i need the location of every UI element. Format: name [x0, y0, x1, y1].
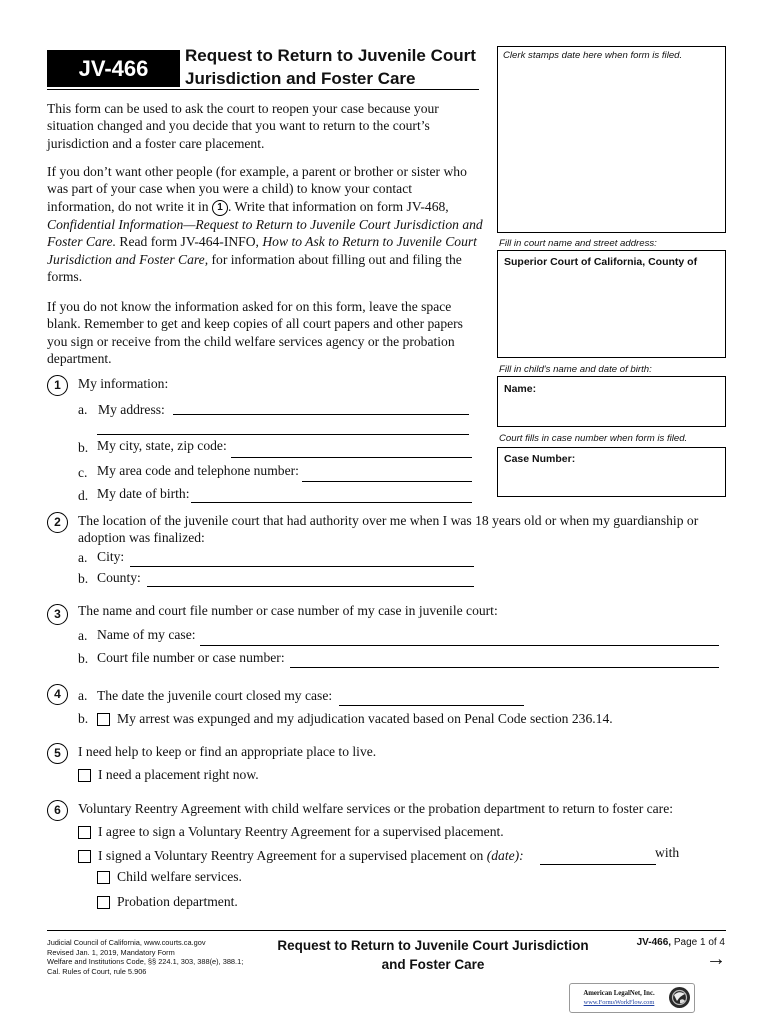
- child-box-label: Fill in child's name and date of birth:: [499, 364, 652, 375]
- item-3a-letter: a.: [78, 628, 88, 643]
- intro-p2-line: was part of your case when you were a child) to know your contact: [47, 181, 413, 197]
- section-5-number: 5: [47, 743, 68, 764]
- form-number: JV-466: [47, 50, 180, 87]
- case-closed-date-label: The date the juvenile court closed my case:: [97, 688, 333, 703]
- item-4a-letter: a.: [78, 688, 88, 703]
- date-of-birth-input[interactable]: [191, 502, 472, 503]
- child-info-box[interactable]: [497, 376, 726, 427]
- footer-title: Request to Return to Juvenile Court Jurisdiction and Foster Care: [277, 938, 589, 972]
- placement-now-label: I need a placement right now.: [98, 767, 259, 782]
- expunged-checkbox[interactable]: [97, 713, 110, 726]
- case-number-label: Case Number:: [504, 453, 576, 465]
- agree-reentry-checkbox[interactable]: [78, 826, 91, 839]
- form-title-line1: Request to Return to Juvenile Court: [185, 46, 476, 65]
- case-number-box[interactable]: [497, 447, 726, 497]
- item-1c-letter: c.: [78, 465, 88, 480]
- court-city-input[interactable]: [130, 566, 474, 567]
- case-name-label: Name of my case:: [97, 627, 196, 642]
- case-closed-date-input[interactable]: [339, 705, 524, 706]
- vendor-logo[interactable]: [569, 983, 695, 1013]
- vendor-logo-url: www.FormsWorkFlow.com: [583, 999, 655, 1006]
- address-label: My address:: [98, 402, 165, 417]
- intro-p1-line: This form can be used to ask the court to reopen your case because your: [47, 101, 439, 116]
- placement-now-checkbox[interactable]: [78, 769, 91, 782]
- court-county-input[interactable]: [147, 586, 474, 587]
- item-2a-letter: a.: [78, 550, 88, 565]
- reentry-with-label: with: [655, 845, 680, 860]
- intro-p3-line: you sign or receive from the child welfare services agency or the probation: [47, 333, 455, 349]
- title-rule: [47, 89, 479, 90]
- form-title: [185, 44, 476, 90]
- page-number: JV-466, Page 1 of 4: [636, 937, 725, 948]
- case-file-number-input[interactable]: [290, 667, 719, 668]
- intro-p2-line: Confidential Information—Request to Return to Juvenile Court Jurisdiction and: [47, 216, 483, 232]
- item-1d-letter: d.: [78, 488, 89, 503]
- intro-p1-line: situation changed and you decide that you want to return to the court’s: [47, 118, 430, 134]
- address-input-line2[interactable]: [97, 434, 469, 435]
- clerk-stamp-box[interactable]: [497, 46, 726, 233]
- intro-p3-line: blank. Remember to get and keep copies of all court papers and other papers: [47, 316, 463, 332]
- signed-reentry-label: I signed a Voluntary Reentry Agreement for a supervised placement on (date):: [98, 848, 524, 863]
- signed-reentry-checkbox[interactable]: [78, 850, 91, 863]
- city-label: City:: [97, 549, 125, 564]
- section-6-title: Voluntary Reentry Agreement with child welfare services or the probation department to return to foster care:: [78, 801, 674, 816]
- court-name-text: Superior Court of California, County of: [504, 256, 698, 268]
- case-name-input[interactable]: [200, 645, 719, 646]
- section-3-number: 3: [47, 604, 68, 625]
- item-1a-letter: a.: [78, 402, 88, 417]
- vendor-logo-name: American LegalNet, Inc.: [583, 990, 655, 997]
- court-name-box[interactable]: [497, 250, 726, 358]
- probation-checkbox[interactable]: [97, 896, 110, 909]
- address-input[interactable]: [173, 414, 469, 415]
- vendor-globe-icon: [668, 986, 691, 1009]
- item-1b-letter: b.: [78, 440, 89, 455]
- section-1-title: My information:: [78, 376, 169, 391]
- section-2-number: 2: [47, 512, 68, 533]
- child-name-label: Name:: [504, 383, 537, 395]
- child-welfare-label: Child welfare services.: [117, 869, 242, 884]
- intro-p3-line: department.: [47, 351, 112, 367]
- section-6-number: 6: [47, 800, 68, 821]
- case-file-number-label: Court file number or case number:: [97, 650, 285, 665]
- item-1-reference-circle: 1: [212, 200, 228, 216]
- county-label: County:: [97, 570, 141, 585]
- section-4-number: 4: [47, 684, 68, 705]
- phone-label: My area code and telephone number:: [97, 463, 299, 478]
- footer-citation: Judicial Council of California, www.courts.ca.gov Revised Jan. 1, 2019, Mandatory Form Welfare and Institutions Code, §§ 224.1, 303, 388(e), 388.1; Cal. Rules of Court, rule 5.906: [47, 938, 244, 976]
- intro-p2-line: information, do not write it in 1 . Write that information on form JV-468,: [47, 198, 449, 214]
- agree-reentry-label: I agree to sign a Voluntary Reentry Agreement for a supervised placement.: [98, 824, 504, 839]
- intro-p2-line: Foster Care. Read form JV-464-INFO, How to Ask to Return to Juvenile Court: [47, 234, 477, 250]
- intro-p2-line: forms.: [47, 269, 83, 285]
- next-page-arrow-icon[interactable]: →: [706, 948, 726, 970]
- clerk-stamp-label: Clerk stamps date here when form is filed.: [503, 50, 683, 61]
- city-state-zip-label: My city, state, zip code:: [97, 438, 227, 453]
- form-title-line2: Jurisdiction and Foster Care: [185, 69, 416, 88]
- section-5-title: I need help to keep or find an appropriate place to live.: [78, 744, 377, 759]
- expunged-label: My arrest was expunged and my adjudication vacated based on Penal Code section 236.14.: [117, 711, 613, 726]
- intro-paragraph-1: [47, 100, 487, 152]
- intro-p3-line: If you do not know the information asked for on this form, leave the space: [47, 299, 452, 314]
- intro-paragraph-3: [47, 298, 487, 368]
- intro-p1-line: jurisdiction and a foster care placement.: [47, 135, 265, 151]
- section-3-title: The name and court file number or case number of my case in juvenile court:: [78, 603, 498, 618]
- phone-input[interactable]: [302, 481, 472, 482]
- court-box-label: Fill in court name and street address:: [499, 238, 657, 249]
- section-2-title: The location of the juvenile court that had authority over me when I was 18 years old or when my guardianship or adoption was finalized:: [78, 513, 699, 545]
- intro-p2-line: Jurisdiction and Foster Care, for information about filling out and filing the: [47, 251, 462, 267]
- intro-p2-line: If you don’t want other people (for example, a parent or brother or sister who: [47, 164, 467, 179]
- reentry-date-input[interactable]: [540, 864, 656, 865]
- city-state-zip-input[interactable]: [231, 457, 472, 458]
- date-of-birth-label: My date of birth:: [97, 486, 190, 501]
- child-welfare-checkbox[interactable]: [97, 871, 110, 884]
- item-4b-letter: b.: [78, 711, 89, 726]
- footer-rule: [47, 930, 726, 931]
- intro-paragraph-2: [47, 163, 497, 285]
- case-box-label: Court fills in case number when form is filed.: [499, 433, 688, 444]
- item-2b-letter: b.: [78, 571, 89, 586]
- probation-label: Probation department.: [117, 894, 238, 909]
- item-3b-letter: b.: [78, 651, 89, 666]
- section-1-number: 1: [47, 375, 68, 396]
